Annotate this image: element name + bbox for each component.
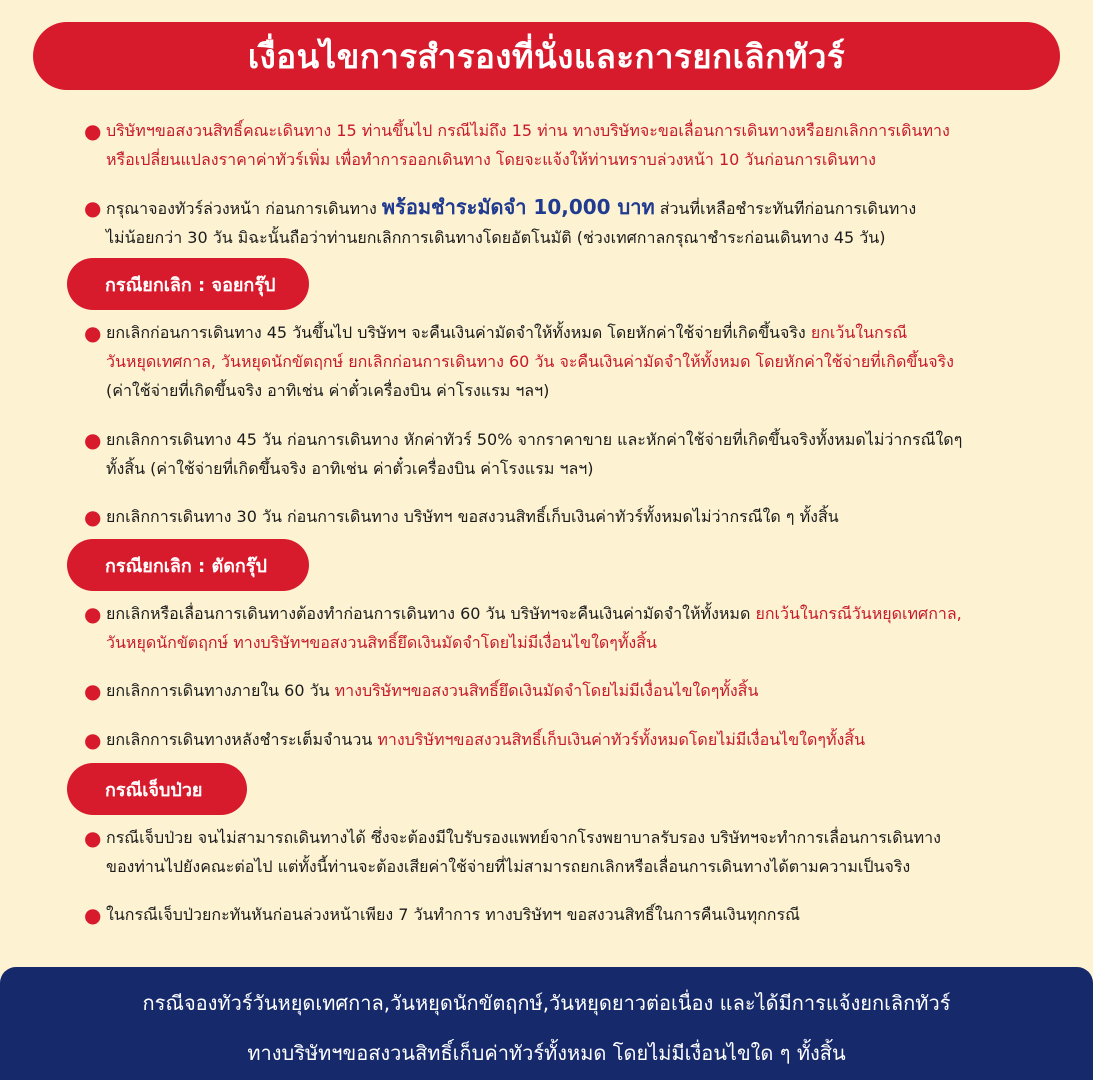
text-span: ยกเลิกการเดินทางหลังชำระเต็มจำนวน [106,730,378,749]
page-title: เงื่อนไขการสำรองที่นั่งและการยกเลิกทัวร์ [247,36,846,76]
item-line: ไม่น้อยกว่า 30 วัน มิฉะนั้นถือว่าท่านยกเลิกการเดินทางโดยอัตโนมัติ (ช่วงเทศกาลกรุณาชำระก่อนเดินทาง 45 วัน) [106,228,886,247]
bullet-icon: ● [84,119,102,143]
bullet-icon: ● [84,728,102,752]
item-line: หรือเปลี่ยนแปลงราคาค่าทัวร์เพิ่ม เพื่อทำการออกเดินทาง โดยจะแจ้งให้ท่านทราบล่วงหน้า 10 วันก่อนการเดินทาง [106,150,876,169]
item-line [86,599,1081,628]
illness-item-medical-certificate [86,823,1081,881]
section-heading-private-group [67,539,309,591]
join-group-item-30-days [86,502,1081,531]
item-line: ยกเลิกการเดินทาง 30 วัน ก่อนการเดินทาง บริษัทฯ ขอสงวนสิทธิ์เก็บเงินค่าทัวร์ทั้งหมดไม่ว่ากรณีใด ๆ ทั้งสิ้น [106,507,839,526]
deposit-highlight: พร้อมชำระมัดจำ 10,000 บาท [381,195,655,219]
text-span: ทางบริษัทฯขอสงวนสิทธิ์ยึดเงินมัดจำโดยไม่มีเงื่อนไขใดๆทั้งสิ้น [334,681,759,700]
bullet-icon: ● [84,679,102,703]
join-group-item-50-percent [86,425,1081,483]
text-span: กรุณาจองทัวร์ล่วงหน้า ก่อนการเดินทาง [106,199,382,218]
item-line: ยกเลิกการเดินทาง 45 วัน ก่อนการเดินทาง หักค่าทัวร์ 50% จากราคาขาย และหักค่าใช้จ่ายที่เกิดขึ้นจริงทั้งหมดไม่ว่ากรณีใดๆ [106,430,963,449]
footer-line: ทางบริษัทฯขอสงวนสิทธิ์เก็บค่าทัวร์ทั้งหมด โดยไม่มีเงื่อนไขใด ๆ ทั้งสิ้น [247,1041,846,1065]
item-line: บริษัทฯขอสงวนสิทธิ์คณะเดินทาง 15 ท่านขึ้นไป กรณีไม่ถึง 15 ท่าน ทางบริษัทจะขอเลื่อนการเดินทางหรือยกเลิกการเดินทาง [106,121,950,140]
bullet-icon: ● [84,321,102,345]
item-line [86,676,1081,705]
footer-notice [0,967,1093,1080]
bullet-icon: ● [84,903,102,927]
text-span: ยกเลิกก่อนการเดินทาง 45 วันขึ้นไป บริษัทฯ จะคืนเงินค่ามัดจำให้ทั้งหมด โดยหักค่าใช้จ่ายที่เกิดขึ้นจริง [106,323,811,342]
item-line: ทั้งสิ้น (ค่าใช้จ่ายที่เกิดขึ้นจริง อาทิเช่น ค่าตั๋วเครื่องบิน ค่าโรงแรม ฯลฯ) [106,459,594,478]
item-line: กรณีเจ็บป่วย จนไม่สามารถเดินทางได้ ซึ่งจะต้องมีใบรับรองแพทย์จากโรงพยาบาลรับรอง บริษัทฯจะทำการเลื่อนการเดินทาง [106,828,941,847]
item-line [86,318,1081,347]
item-line: วันหยุดนักขัตฤกษ์ ทางบริษัทฯขอสงวนสิทธิ์ยึดเงินมัดจำโดยไม่มีเงื่อนไขใดๆทั้งสิ้น [106,633,657,652]
bullet-icon: ● [84,196,102,220]
bullet-icon: ● [84,826,102,850]
text-span: ยกเว้นในกรณีวันหยุดเทศกาล, [755,604,962,623]
bullet-icon: ● [84,505,102,529]
item-line: วันหยุดเทศกาล, วันหยุดนักขัตฤกษ์ ยกเลิกก่อนการเดินทาง 60 วัน จะคืนเงินค่ามัดจำให้ทั้งหมด โดยหักค่าใช้จ่ายที่เกิดขึ้นจริง [106,352,954,371]
item-line: (ค่าใช้จ่ายที่เกิดขึ้นจริง อาทิเช่น ค่าตั๋วเครื่องบิน ค่าโรงแรม ฯลฯ) [106,381,550,400]
item-line [86,193,1081,223]
illness-item-7-days [86,900,1081,929]
item-line: ของท่านไปยังคณะต่อไป แต่ทั้งนี้ท่านจะต้องเสียค่าใช้จ่ายที่ไม่สามารถยกเลิกหรือเลื่อนการเดินทางได้ตามความเป็นจริง [106,857,911,876]
text-span: ยกเว้นในกรณี [810,323,908,342]
private-group-item-full-payment [86,725,1081,754]
intro-item-deposit [86,193,1081,252]
section-heading-join-group [67,258,309,310]
private-group-item-60-days [86,599,1081,657]
text-span: ยกเลิกการเดินทางภายใน 60 วัน [106,681,335,700]
join-group-item-45-days [86,318,1081,405]
text-span: ส่วนที่เหลือชำระทันทีก่อนการเดินทาง [654,199,917,218]
section-heading-label: กรณีเจ็บป่วย [105,779,203,801]
bullet-icon: ● [84,602,102,626]
title-banner [33,22,1060,90]
bullet-icon: ● [84,428,102,452]
intro-item-min-travelers [86,116,1081,174]
text-span: ทางบริษัทฯขอสงวนสิทธิ์เก็บเงินค่าทัวร์ทั้งหมดโดยไม่มีเงื่อนไขใดๆทั้งสิ้น [377,730,865,749]
section-heading-label: กรณียกเลิก : ตัดกรุ๊ป [105,555,267,577]
footer-line: กรณีจองทัวร์วันหยุดเทศกาล,วันหยุดนักขัตฤกษ์,วันหยุดยาวต่อเนื่อง และได้มีการแจ้งยกเลิกทัวร์ [142,991,951,1015]
section-heading-label: กรณียกเลิก : จอยกรุ๊ป [105,274,276,296]
private-group-item-within-60 [86,676,1081,705]
text-span: ยกเลิกหรือเลื่อนการเดินทางต้องทำก่อนการเดินทาง 60 วัน บริษัทฯจะคืนเงินค่ามัดจำให้ทั้งหมด [106,604,756,623]
item-line: ในกรณีเจ็บป่วยกะทันหันก่อนล่วงหน้าเพียง 7 วันทำการ ทางบริษัทฯ ขอสงวนสิทธิ์ในการคืนเงินทุกกรณี [106,905,800,924]
item-line [86,725,1081,754]
section-heading-illness [67,763,247,815]
